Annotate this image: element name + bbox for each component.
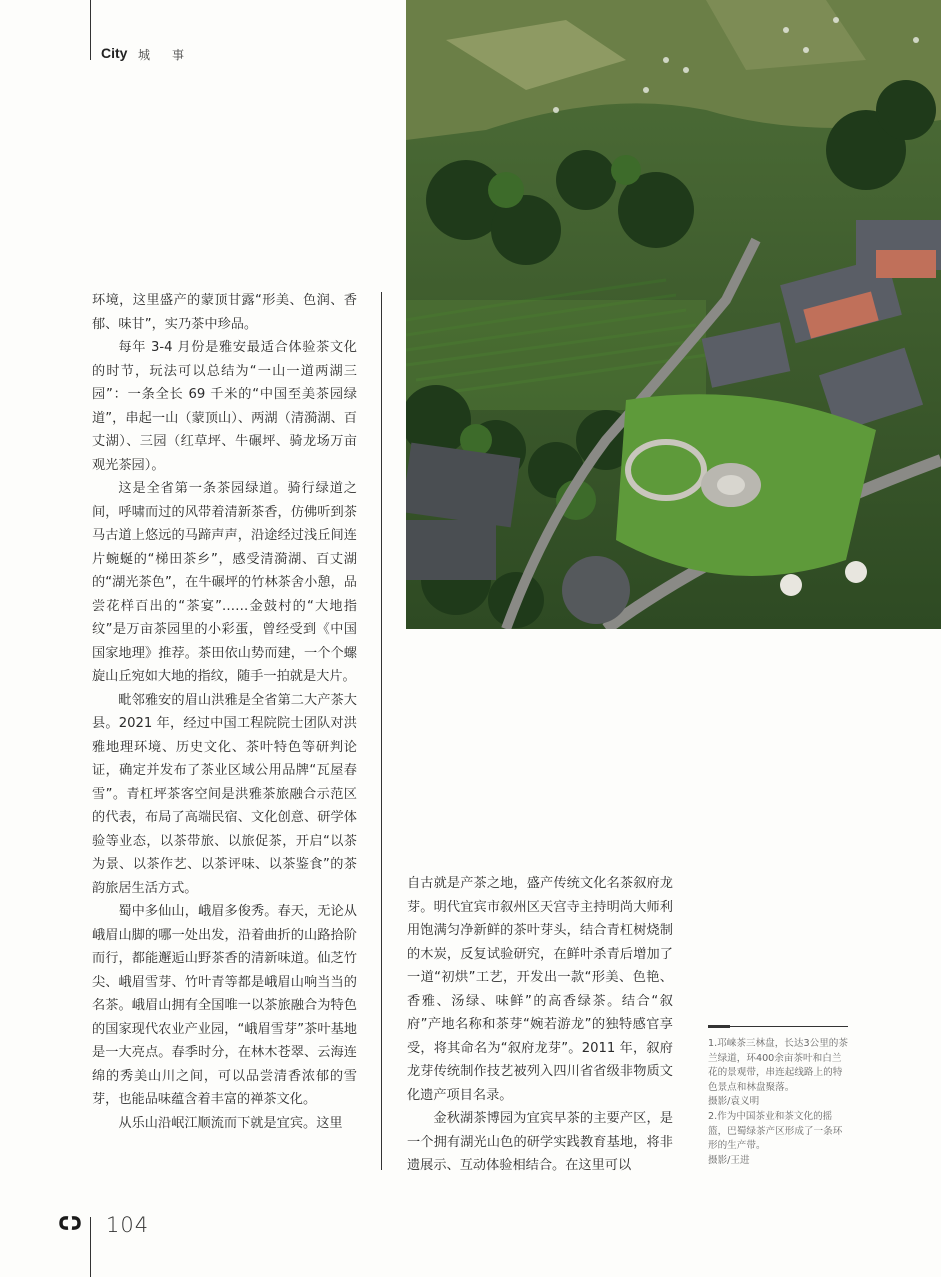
footer-rule <box>90 1217 91 1277</box>
column-divider <box>381 292 382 1170</box>
paragraph: 金秋湖茶博园为宜宾早茶的主要产区，是一个拥有湖光山色的研学实践教育基地，将非遗展示、互动体验相结合。在这里可以 <box>407 1111 673 1173</box>
paragraph: 环境，这里盛产的蒙顶甘露“形美、色润、香郁、味甘”，实乃茶中珍品。 <box>92 293 357 332</box>
photo-caption <box>708 1037 850 1168</box>
header-section-label: 城事 <box>138 48 207 62</box>
photo-credit: 摄影/袁义明 <box>708 1096 760 1108</box>
aerial-tea-village-photo <box>406 0 941 629</box>
paragraph: 毗邻雅安的眉山洪雅是全省第二大产茶大县。2021 年，经过中国工程院院士团队对洪雅地理环境、历史文化、茶叶特色等研判论证，确定并发布了茶业区域公用品牌“瓦屋春雪”。青杠坪茶客空间是洪雅茶旅融合示范区的代表，布局了高端民宿、文化创意、研学体验等业态，以茶带旅、以旅促茶，开启“以茶为景、以茶作艺、以茶评味、以茶鉴食”的茶韵旅居生活方式。 <box>92 692 357 896</box>
caption-text: 1.邛崃茶三林盘，长达3公里的茶兰绿道，环400余亩茶叶和白兰花的景观带，串连起线路上的特色景点和林盘聚落。 <box>708 1038 848 1093</box>
photo-credit: 摄影/王进 <box>708 1154 750 1166</box>
caption-text: 2.作为中国茶业和茶文化的摇篮，巴蜀绿茶产区形成了一条环形的生产带。 <box>708 1110 843 1152</box>
paragraph: 这是全省第一条茶园绿道。骑行绿道之间，呼啸而过的风带着清新茶香，仿佛听到茶马古道上悠远的马蹄声声，沿途经过浅丘间连片蜿蜒的“梯田茶乡”，感受清漪湖、百丈湖的“湖光茶色”，在牛碾坪的竹林茶舍小憩，品尝花样百出的“茶宴”……金鼓村的“大地指纹”是万亩茶园里的小彩蛋，曾经受到《中国国家地理》推荐。茶田依山势而建，一个个螺旋山丘宛如大地的指纹，随手一拍就是大片。 <box>92 481 357 684</box>
page-number: 104 <box>106 1213 150 1237</box>
paragraph: 自古就是产茶之地，盛产传统文化名茶叙府龙芽。明代宜宾市叙州区天宫寺主持明尚大师利用饱满匀净新鲜的茶叶芽头，结合青杠树烧制的木炭，反复试验研究，在鲜叶杀青后增加了一道“初烘”工艺，开发出一款“形美、色艳、香雅、汤绿、味鲜”的高香绿茶。结合“叙府”产地名称和茶芽“婉若游龙”的独特感官享受，将其命名为“叙府龙芽”。2011 年，叙府龙芽传统制作技艺被列入四川省省级非物质文化遗产项目名录。 <box>407 876 673 1103</box>
magazine-logo-icon <box>58 1214 82 1232</box>
body-text-left-column <box>92 289 357 1135</box>
body-text-middle-column <box>407 872 673 1178</box>
paragraph: 每年 3-4 月份是雅安最适合体验茶文化的时节，玩法可以总结为“一山一道两湖三园”：一条全长 69 千米的“中国至美茶园绿道”，串起一山（蒙顶山）、两湖（清漪湖、百丈湖）、三园（红草坪、牛碾坪、骑龙场万亩观光茶园）。 <box>92 340 357 473</box>
paragraph: 从乐山沿岷江顺流而下就是宜宾。这里 <box>118 1115 343 1131</box>
caption-rule-accent <box>708 1025 730 1028</box>
header-rule <box>90 0 91 60</box>
header-city-label: City <box>101 45 128 61</box>
paragraph: 蜀中多仙山，峨眉多俊秀。春天，无论从峨眉山脚的哪一处出发，沿着曲折的山路拾阶而行，都能邂逅山野茶香的清新味道。仙芝竹尖、峨眉雪芽、竹叶青等都是峨眉山响当当的名茶。峨眉山拥有全国唯一以茶旅融合为特色的国家现代农业产业园，“峨眉雪芽”茶叶基地是一大亮点。春季时分，在林木苍翠、云海连绵的秀美山川之间，可以品尝清香浓郁的雪芽，也能品味蕴含着丰富的禅茶文化。 <box>92 904 357 1107</box>
